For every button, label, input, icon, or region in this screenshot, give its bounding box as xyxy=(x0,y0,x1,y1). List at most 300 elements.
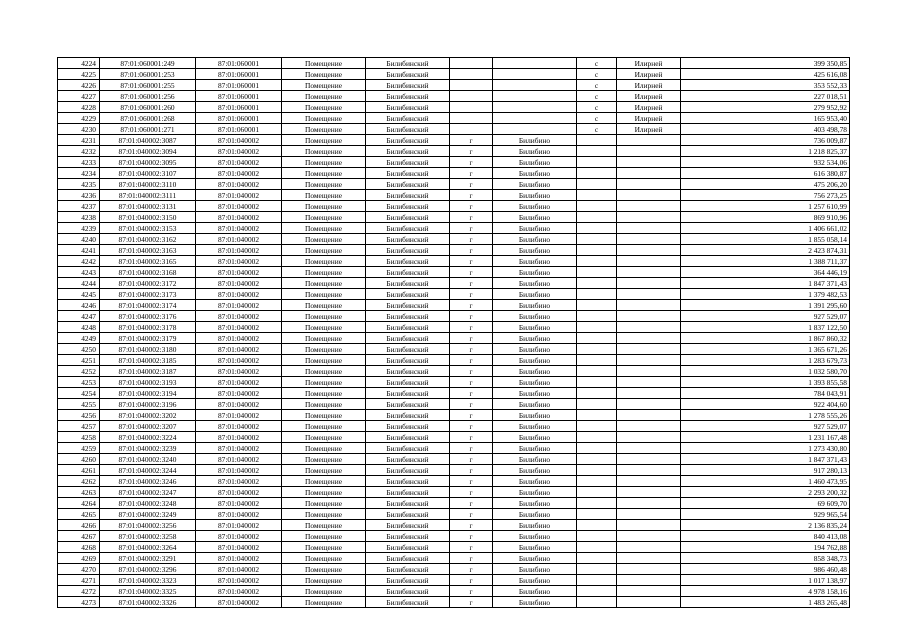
settlement-type-cell: г xyxy=(450,146,493,157)
cadastral-quarter-cell: 87:01:040002 xyxy=(196,487,282,498)
locality-name-cell xyxy=(617,575,681,586)
settlement-name-cell: Билибино xyxy=(493,190,577,201)
table-row xyxy=(58,366,850,377)
settlement-type-cell: г xyxy=(450,597,493,608)
settlement-name-cell: Билибино xyxy=(493,157,577,168)
settlement-type-cell: г xyxy=(450,465,493,476)
cadastral-number-cell: 87:01:040002:3207 xyxy=(100,421,196,432)
locality-name-cell xyxy=(617,168,681,179)
locality-name-cell xyxy=(617,520,681,531)
locality-name-cell xyxy=(617,487,681,498)
row-number-cell: 4255 xyxy=(58,399,100,410)
district-cell: Билибинский xyxy=(366,344,450,355)
table-row xyxy=(58,355,850,366)
locality-name-cell xyxy=(617,597,681,608)
district-cell: Билибинский xyxy=(366,289,450,300)
locality-type-cell xyxy=(577,586,617,597)
cadastral-value-cell: 922 404,60 xyxy=(681,399,850,410)
cadastral-value-cell: 1 391 295,60 xyxy=(681,300,850,311)
cadastral-number-cell: 87:01:040002:3178 xyxy=(100,322,196,333)
object-type-cell: Помещение xyxy=(282,157,366,168)
row-number-cell: 4239 xyxy=(58,223,100,234)
cadastral-number-cell: 87:01:040002:3095 xyxy=(100,157,196,168)
row-number-cell: 4271 xyxy=(58,575,100,586)
object-type-cell: Помещение xyxy=(282,91,366,102)
locality-type-cell: с xyxy=(577,91,617,102)
locality-name-cell xyxy=(617,135,681,146)
cadastral-value-cell: 917 280,13 xyxy=(681,465,850,476)
cadastral-number-cell: 87:01:040002:3163 xyxy=(100,245,196,256)
cadastral-value-cell: 69 609,70 xyxy=(681,498,850,509)
locality-name-cell xyxy=(617,399,681,410)
district-cell: Билибинский xyxy=(366,311,450,322)
cadastral-value-cell: 927 529,07 xyxy=(681,421,850,432)
settlement-name-cell: Билибино xyxy=(493,498,577,509)
cadastral-quarter-cell: 87:01:040002 xyxy=(196,311,282,322)
cadastral-quarter-cell: 87:01:040002 xyxy=(196,465,282,476)
row-number-cell: 4232 xyxy=(58,146,100,157)
object-type-cell: Помещение xyxy=(282,201,366,212)
cadastral-quarter-cell: 87:01:060001 xyxy=(196,102,282,113)
cadastral-quarter-cell: 87:01:060001 xyxy=(196,124,282,135)
district-cell: Билибинский xyxy=(366,465,450,476)
row-number-cell: 4241 xyxy=(58,245,100,256)
locality-name-cell xyxy=(617,443,681,454)
district-cell: Билибинский xyxy=(366,256,450,267)
settlement-type-cell: г xyxy=(450,487,493,498)
settlement-name-cell: Билибино xyxy=(493,465,577,476)
locality-name-cell xyxy=(617,190,681,201)
locality-name-cell: Илирней xyxy=(617,113,681,124)
district-cell: Билибинский xyxy=(366,355,450,366)
settlement-name-cell: Билибино xyxy=(493,564,577,575)
cadastral-quarter-cell: 87:01:060001 xyxy=(196,80,282,91)
object-type-cell: Помещение xyxy=(282,300,366,311)
cadastral-quarter-cell: 87:01:040002 xyxy=(196,498,282,509)
locality-type-cell xyxy=(577,465,617,476)
settlement-name-cell: Билибино xyxy=(493,355,577,366)
cadastral-value-cell: 784 043,91 xyxy=(681,388,850,399)
settlement-type-cell: г xyxy=(450,377,493,388)
table-row xyxy=(58,443,850,454)
object-type-cell: Помещение xyxy=(282,102,366,113)
district-cell: Билибинский xyxy=(366,113,450,124)
settlement-type-cell xyxy=(450,124,493,135)
row-number-cell: 4257 xyxy=(58,421,100,432)
row-number-cell: 4247 xyxy=(58,311,100,322)
locality-type-cell xyxy=(577,135,617,146)
object-type-cell: Помещение xyxy=(282,564,366,575)
object-type-cell: Помещение xyxy=(282,509,366,520)
cadastral-value-cell: 1 388 711,37 xyxy=(681,256,850,267)
locality-name-cell xyxy=(617,498,681,509)
cadastral-quarter-cell: 87:01:040002 xyxy=(196,146,282,157)
district-cell: Билибинский xyxy=(366,234,450,245)
cadastral-value-cell: 475 206,20 xyxy=(681,179,850,190)
table-row xyxy=(58,509,850,520)
locality-type-cell xyxy=(577,421,617,432)
object-type-cell: Помещение xyxy=(282,223,366,234)
object-type-cell: Помещение xyxy=(282,245,366,256)
locality-name-cell xyxy=(617,234,681,245)
table-row xyxy=(58,377,850,388)
row-number-cell: 4261 xyxy=(58,465,100,476)
row-number-cell: 4225 xyxy=(58,69,100,80)
cadastral-value-cell: 1 032 580,70 xyxy=(681,366,850,377)
district-cell: Билибинский xyxy=(366,498,450,509)
cadastral-value-cell: 1 393 855,58 xyxy=(681,377,850,388)
settlement-name-cell: Билибино xyxy=(493,542,577,553)
cadastral-quarter-cell: 87:01:040002 xyxy=(196,586,282,597)
cadastral-quarter-cell: 87:01:060001 xyxy=(196,58,282,69)
row-number-cell: 4259 xyxy=(58,443,100,454)
object-type-cell: Помещение xyxy=(282,80,366,91)
cadastral-number-cell: 87:01:060001:255 xyxy=(100,80,196,91)
settlement-name-cell: Билибино xyxy=(493,443,577,454)
settlement-name-cell: Билибино xyxy=(493,388,577,399)
district-cell: Билибинский xyxy=(366,69,450,80)
settlement-type-cell: г xyxy=(450,410,493,421)
settlement-name-cell: Билибино xyxy=(493,575,577,586)
settlement-type-cell xyxy=(450,80,493,91)
cadastral-value-cell: 869 910,96 xyxy=(681,212,850,223)
locality-name-cell xyxy=(617,531,681,542)
table-row xyxy=(58,102,850,113)
settlement-name-cell: Билибино xyxy=(493,234,577,245)
settlement-type-cell: г xyxy=(450,267,493,278)
table-row xyxy=(58,388,850,399)
cadastral-value-cell: 1 017 138,97 xyxy=(681,575,850,586)
table-row xyxy=(58,487,850,498)
table-row xyxy=(58,168,850,179)
cadastral-quarter-cell: 87:01:040002 xyxy=(196,234,282,245)
cadastral-number-cell: 87:01:040002:3196 xyxy=(100,399,196,410)
row-number-cell: 4224 xyxy=(58,58,100,69)
settlement-type-cell xyxy=(450,58,493,69)
locality-type-cell xyxy=(577,355,617,366)
cadastral-quarter-cell: 87:01:040002 xyxy=(196,179,282,190)
object-type-cell: Помещение xyxy=(282,168,366,179)
cadastral-value-cell: 1 847 371,43 xyxy=(681,278,850,289)
row-number-cell: 4237 xyxy=(58,201,100,212)
settlement-type-cell: г xyxy=(450,355,493,366)
locality-name-cell xyxy=(617,454,681,465)
settlement-type-cell xyxy=(450,91,493,102)
cadastral-number-cell: 87:01:040002:3323 xyxy=(100,575,196,586)
cadastral-quarter-cell: 87:01:040002 xyxy=(196,476,282,487)
locality-type-cell xyxy=(577,201,617,212)
cadastral-quarter-cell: 87:01:040002 xyxy=(196,289,282,300)
cadastral-value-cell: 858 348,73 xyxy=(681,553,850,564)
locality-name-cell xyxy=(617,344,681,355)
cadastral-number-cell: 87:01:040002:3162 xyxy=(100,234,196,245)
table-row xyxy=(58,223,850,234)
locality-name-cell xyxy=(617,421,681,432)
locality-name-cell xyxy=(617,377,681,388)
object-type-cell: Помещение xyxy=(282,399,366,410)
object-type-cell: Помещение xyxy=(282,256,366,267)
locality-type-cell xyxy=(577,190,617,201)
locality-type-cell xyxy=(577,410,617,421)
object-type-cell: Помещение xyxy=(282,520,366,531)
cadastral-number-cell: 87:01:040002:3264 xyxy=(100,542,196,553)
cadastral-quarter-cell: 87:01:060001 xyxy=(196,69,282,80)
cadastral-quarter-cell: 87:01:040002 xyxy=(196,399,282,410)
district-cell: Билибинский xyxy=(366,454,450,465)
table-row xyxy=(58,69,850,80)
cadastral-quarter-cell: 87:01:040002 xyxy=(196,509,282,520)
cadastral-number-cell: 87:01:040002:3180 xyxy=(100,344,196,355)
table-row xyxy=(58,289,850,300)
cadastral-value-cell: 736 009,87 xyxy=(681,135,850,146)
settlement-type-cell: г xyxy=(450,256,493,267)
table-row xyxy=(58,454,850,465)
district-cell: Билибинский xyxy=(366,487,450,498)
cadastral-quarter-cell: 87:01:040002 xyxy=(196,322,282,333)
cadastral-quarter-cell: 87:01:040002 xyxy=(196,388,282,399)
property-table xyxy=(57,57,850,608)
cadastral-number-cell: 87:01:060001:260 xyxy=(100,102,196,113)
district-cell: Билибинский xyxy=(366,146,450,157)
table-row xyxy=(58,531,850,542)
settlement-name-cell: Билибино xyxy=(493,289,577,300)
row-number-cell: 4256 xyxy=(58,410,100,421)
locality-name-cell xyxy=(617,311,681,322)
row-number-cell: 4236 xyxy=(58,190,100,201)
cadastral-value-cell: 353 552,33 xyxy=(681,80,850,91)
cadastral-number-cell: 87:01:040002:3240 xyxy=(100,454,196,465)
district-cell: Билибинский xyxy=(366,586,450,597)
locality-name-cell: Илирней xyxy=(617,80,681,91)
cadastral-number-cell: 87:01:060001:268 xyxy=(100,113,196,124)
cadastral-number-cell: 87:01:040002:3165 xyxy=(100,256,196,267)
locality-name-cell xyxy=(617,432,681,443)
cadastral-number-cell: 87:01:040002:3296 xyxy=(100,564,196,575)
district-cell: Билибинский xyxy=(366,124,450,135)
settlement-type-cell: г xyxy=(450,421,493,432)
settlement-type-cell xyxy=(450,102,493,113)
settlement-name-cell: Билибино xyxy=(493,322,577,333)
object-type-cell: Помещение xyxy=(282,267,366,278)
locality-name-cell xyxy=(617,586,681,597)
object-type-cell: Помещение xyxy=(282,586,366,597)
district-cell: Билибинский xyxy=(366,201,450,212)
district-cell: Билибинский xyxy=(366,597,450,608)
settlement-name-cell: Билибино xyxy=(493,377,577,388)
district-cell: Билибинский xyxy=(366,410,450,421)
table-row xyxy=(58,410,850,421)
district-cell: Билибинский xyxy=(366,553,450,564)
locality-name-cell xyxy=(617,355,681,366)
district-cell: Билибинский xyxy=(366,212,450,223)
row-number-cell: 4268 xyxy=(58,542,100,553)
cadastral-number-cell: 87:01:040002:3247 xyxy=(100,487,196,498)
cadastral-number-cell: 87:01:040002:3325 xyxy=(100,586,196,597)
locality-type-cell xyxy=(577,267,617,278)
locality-type-cell xyxy=(577,575,617,586)
object-type-cell: Помещение xyxy=(282,443,366,454)
cadastral-quarter-cell: 87:01:060001 xyxy=(196,91,282,102)
table-row xyxy=(58,80,850,91)
locality-type-cell xyxy=(577,366,617,377)
cadastral-number-cell: 87:01:040002:3185 xyxy=(100,355,196,366)
row-number-cell: 4240 xyxy=(58,234,100,245)
district-cell: Билибинский xyxy=(366,245,450,256)
locality-type-cell xyxy=(577,146,617,157)
table-row xyxy=(58,432,850,443)
table-row xyxy=(58,311,850,322)
locality-name-cell xyxy=(617,553,681,564)
row-number-cell: 4231 xyxy=(58,135,100,146)
cadastral-number-cell: 87:01:040002:3246 xyxy=(100,476,196,487)
cadastral-value-cell: 2 293 200,32 xyxy=(681,487,850,498)
object-type-cell: Помещение xyxy=(282,377,366,388)
object-type-cell: Помещение xyxy=(282,179,366,190)
settlement-name-cell: Билибино xyxy=(493,410,577,421)
settlement-name-cell: Билибино xyxy=(493,135,577,146)
locality-type-cell xyxy=(577,388,617,399)
cadastral-value-cell: 929 965,54 xyxy=(681,509,850,520)
locality-name-cell xyxy=(617,410,681,421)
locality-name-cell xyxy=(617,564,681,575)
settlement-name-cell: Билибино xyxy=(493,212,577,223)
settlement-type-cell: г xyxy=(450,190,493,201)
cadastral-value-cell: 1 867 860,32 xyxy=(681,333,850,344)
cadastral-quarter-cell: 87:01:040002 xyxy=(196,564,282,575)
district-cell: Билибинский xyxy=(366,157,450,168)
settlement-type-cell: г xyxy=(450,520,493,531)
district-cell: Билибинский xyxy=(366,432,450,443)
table-row xyxy=(58,124,850,135)
district-cell: Билибинский xyxy=(366,267,450,278)
row-number-cell: 4248 xyxy=(58,322,100,333)
settlement-type-cell: г xyxy=(450,179,493,190)
locality-name-cell xyxy=(617,322,681,333)
settlement-type-cell: г xyxy=(450,311,493,322)
settlement-type-cell xyxy=(450,69,493,80)
cadastral-value-cell: 399 350,85 xyxy=(681,58,850,69)
settlement-name-cell: Билибино xyxy=(493,256,577,267)
district-cell: Билибинский xyxy=(366,476,450,487)
cadastral-quarter-cell: 87:01:040002 xyxy=(196,223,282,234)
object-type-cell: Помещение xyxy=(282,366,366,377)
cadastral-number-cell: 87:01:040002:3087 xyxy=(100,135,196,146)
cadastral-quarter-cell: 87:01:040002 xyxy=(196,432,282,443)
settlement-type-cell: г xyxy=(450,476,493,487)
object-type-cell: Помещение xyxy=(282,410,366,421)
settlement-name-cell: Билибино xyxy=(493,553,577,564)
row-number-cell: 4270 xyxy=(58,564,100,575)
cadastral-number-cell: 87:01:040002:3239 xyxy=(100,443,196,454)
settlement-name-cell: Билибино xyxy=(493,476,577,487)
row-number-cell: 4251 xyxy=(58,355,100,366)
cadastral-quarter-cell: 87:01:040002 xyxy=(196,212,282,223)
row-number-cell: 4252 xyxy=(58,366,100,377)
cadastral-value-cell: 227 018,51 xyxy=(681,91,850,102)
row-number-cell: 4229 xyxy=(58,113,100,124)
locality-type-cell xyxy=(577,311,617,322)
object-type-cell: Помещение xyxy=(282,553,366,564)
settlement-name-cell: Билибино xyxy=(493,487,577,498)
locality-type-cell: с xyxy=(577,80,617,91)
object-type-cell: Помещение xyxy=(282,344,366,355)
cadastral-quarter-cell: 87:01:040002 xyxy=(196,267,282,278)
row-number-cell: 4250 xyxy=(58,344,100,355)
row-number-cell: 4227 xyxy=(58,91,100,102)
locality-name-cell: Илирней xyxy=(617,91,681,102)
settlement-name-cell xyxy=(493,69,577,80)
cadastral-number-cell: 87:01:040002:3153 xyxy=(100,223,196,234)
district-cell: Билибинский xyxy=(366,300,450,311)
district-cell: Билибинский xyxy=(366,80,450,91)
object-type-cell: Помещение xyxy=(282,58,366,69)
cadastral-quarter-cell: 87:01:040002 xyxy=(196,190,282,201)
settlement-type-cell: г xyxy=(450,454,493,465)
locality-name-cell xyxy=(617,179,681,190)
district-cell: Билибинский xyxy=(366,322,450,333)
row-number-cell: 4263 xyxy=(58,487,100,498)
settlement-name-cell: Билибино xyxy=(493,454,577,465)
document-sheet xyxy=(57,57,850,608)
cadastral-value-cell: 1 273 430,80 xyxy=(681,443,850,454)
object-type-cell: Помещение xyxy=(282,542,366,553)
table-row xyxy=(58,267,850,278)
settlement-name-cell xyxy=(493,102,577,113)
cadastral-value-cell: 1 379 482,53 xyxy=(681,289,850,300)
object-type-cell: Помещение xyxy=(282,69,366,80)
cadastral-number-cell: 87:01:040002:3256 xyxy=(100,520,196,531)
cadastral-number-cell: 87:01:040002:3107 xyxy=(100,168,196,179)
locality-name-cell xyxy=(617,465,681,476)
settlement-name-cell: Билибино xyxy=(493,146,577,157)
cadastral-number-cell: 87:01:040002:3258 xyxy=(100,531,196,542)
locality-type-cell xyxy=(577,168,617,179)
object-type-cell: Помещение xyxy=(282,135,366,146)
settlement-type-cell: г xyxy=(450,366,493,377)
district-cell: Билибинский xyxy=(366,399,450,410)
table-row xyxy=(58,498,850,509)
cadastral-value-cell: 986 460,48 xyxy=(681,564,850,575)
cadastral-quarter-cell: 87:01:040002 xyxy=(196,410,282,421)
cadastral-value-cell: 1 283 679,73 xyxy=(681,355,850,366)
locality-name-cell xyxy=(617,289,681,300)
cadastral-number-cell: 87:01:040002:3179 xyxy=(100,333,196,344)
settlement-name-cell: Билибино xyxy=(493,421,577,432)
table-row xyxy=(58,190,850,201)
table-row xyxy=(58,465,850,476)
settlement-name-cell: Билибино xyxy=(493,267,577,278)
settlement-type-cell: г xyxy=(450,300,493,311)
settlement-name-cell: Билибино xyxy=(493,399,577,410)
cadastral-quarter-cell: 87:01:040002 xyxy=(196,245,282,256)
table-row xyxy=(58,520,850,531)
locality-type-cell xyxy=(577,553,617,564)
cadastral-value-cell: 1 483 265,48 xyxy=(681,597,850,608)
table-row xyxy=(58,597,850,608)
table-row xyxy=(58,91,850,102)
table-row xyxy=(58,421,850,432)
object-type-cell: Помещение xyxy=(282,575,366,586)
locality-type-cell xyxy=(577,520,617,531)
settlement-name-cell: Билибино xyxy=(493,201,577,212)
locality-type-cell xyxy=(577,212,617,223)
cadastral-number-cell: 87:01:040002:3248 xyxy=(100,498,196,509)
table-row xyxy=(58,256,850,267)
settlement-type-cell: г xyxy=(450,234,493,245)
object-type-cell: Помещение xyxy=(282,487,366,498)
district-cell: Билибинский xyxy=(366,564,450,575)
settlement-type-cell: г xyxy=(450,168,493,179)
